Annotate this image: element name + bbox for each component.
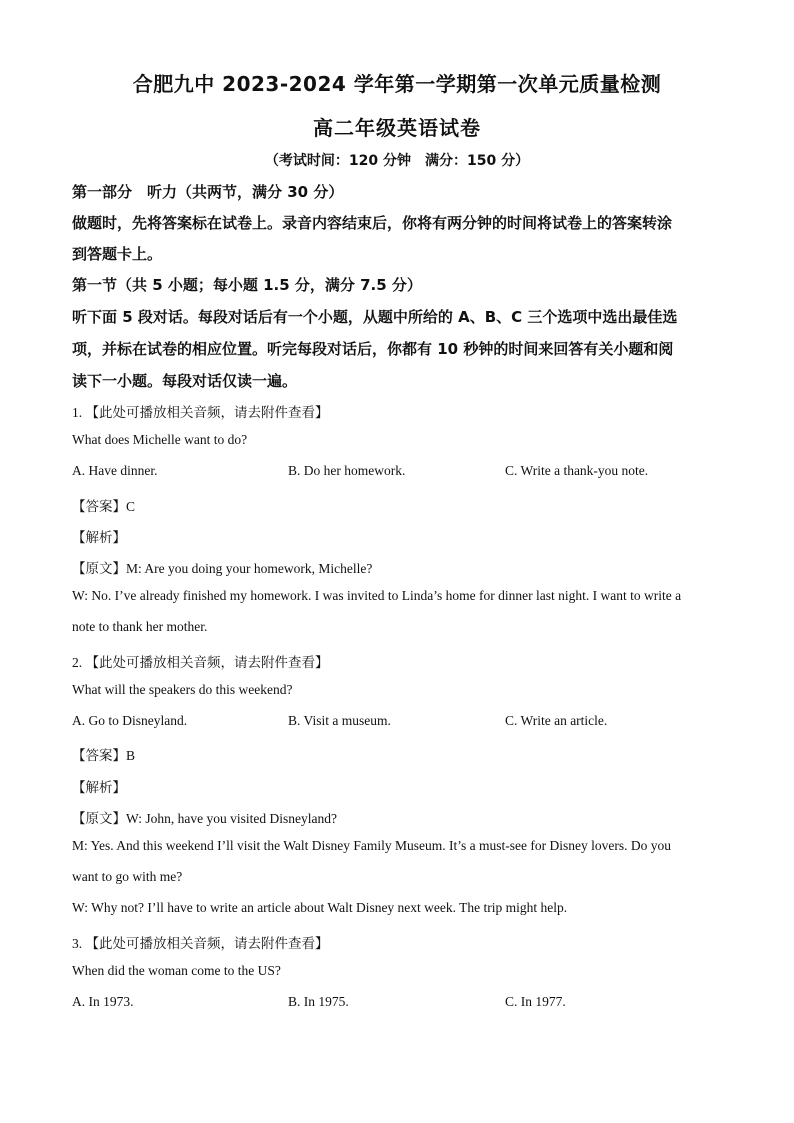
analysis-label: 【解析】 [72, 780, 126, 796]
answer-row [72, 495, 135, 515]
option-b: B. Visit a museum. [288, 713, 391, 728]
exam-info: （考试时间：120 分钟 满分：150 分） [264, 153, 530, 169]
answer-value: C [126, 499, 136, 514]
audio-placeholder[interactable]: 【此处可播放相关音频，请去附件查看】 [85, 936, 329, 952]
question-number: 2. [72, 655, 83, 670]
question-number: 1. [72, 405, 83, 420]
transcript-text: W: John, have you visited Disneyland? [126, 811, 337, 826]
part-instruction-line: 项，并标在试卷的相应位置。听完每段对话后，你都有 10 秒钟的时间来回答有关小题和阅 [72, 340, 674, 358]
answer-label: 【答案】 [72, 499, 126, 515]
question-audio-row [72, 401, 329, 421]
option-b: B. In 1975. [288, 994, 349, 1009]
section-instruction-line: 做题时，先将答案标在试卷上。录音内容结束后，你将有两分钟的时间将试卷上的答案转涂 [72, 214, 673, 232]
option-c: C. In 1977. [505, 994, 566, 1009]
analysis-row [72, 776, 126, 796]
answer-label: 【答案】 [72, 748, 126, 764]
question-audio-row [72, 932, 329, 952]
answer-value: B [126, 748, 136, 763]
exam-subtitle: 高二年级英语试卷 [313, 116, 481, 140]
option-a: A. Have dinner. [72, 463, 158, 478]
question-text: What does Michelle want to do? [72, 432, 248, 447]
transcript-label: 【原文】 [72, 811, 126, 827]
option-c: C. Write an article. [505, 713, 608, 728]
transcript-text: M: Are you doing your homework, Michelle? [126, 561, 373, 576]
transcript-row [72, 557, 372, 577]
answer-row [72, 744, 135, 764]
part-instruction-line: 读下一小题。每段对话仅读一遍。 [72, 372, 298, 390]
analysis-row [72, 526, 126, 546]
transcript-text: W: No. I’ve already finished my homework. I was invited to Linda’s home for dinner last night. I want to write a [72, 588, 682, 603]
transcript-text: W: Why not? I’ll have to write an article about Walt Disney next week. The trip might help. [72, 900, 568, 915]
question-text: When did the woman come to the US? [72, 963, 281, 978]
transcript-label: 【原文】 [72, 561, 126, 577]
question-audio-row [72, 651, 329, 671]
transcript-row [72, 807, 337, 827]
option-a: A. In 1973. [72, 994, 134, 1009]
question-text: What will the speakers do this weekend? [72, 682, 293, 697]
part-heading: 第一节（共 5 小题；每小题 1.5 分，满分 7.5 分） [72, 276, 422, 294]
option-c: C. Write a thank-you note. [505, 463, 649, 478]
analysis-label: 【解析】 [72, 530, 126, 546]
exam-title: 合肥九中 2023-2024 学年第一学期第一次单元质量检测 [132, 72, 662, 96]
option-b: B. Do her homework. [288, 463, 406, 478]
question-number: 3. [72, 936, 83, 951]
transcript-text: want to go with me? [72, 869, 183, 884]
audio-placeholder[interactable]: 【此处可播放相关音频，请去附件查看】 [85, 405, 329, 421]
transcript-text: note to thank her mother. [72, 619, 208, 634]
audio-placeholder[interactable]: 【此处可播放相关音频，请去附件查看】 [85, 655, 329, 671]
part-instruction-line: 听下面 5 段对话。每段对话后有一个小题，从题中所给的 A、B、C 三个选项中选出最佳选 [72, 308, 678, 326]
option-a: A. Go to Disneyland. [72, 713, 188, 728]
section-instruction-line: 到答题卡上。 [72, 245, 163, 263]
section-heading: 第一部分 听力（共两节，满分 30 分） [72, 183, 344, 201]
transcript-text: M: Yes. And this weekend I’ll visit the Walt Disney Family Museum. It’s a must-see for Disney lovers. Do you [72, 838, 671, 853]
